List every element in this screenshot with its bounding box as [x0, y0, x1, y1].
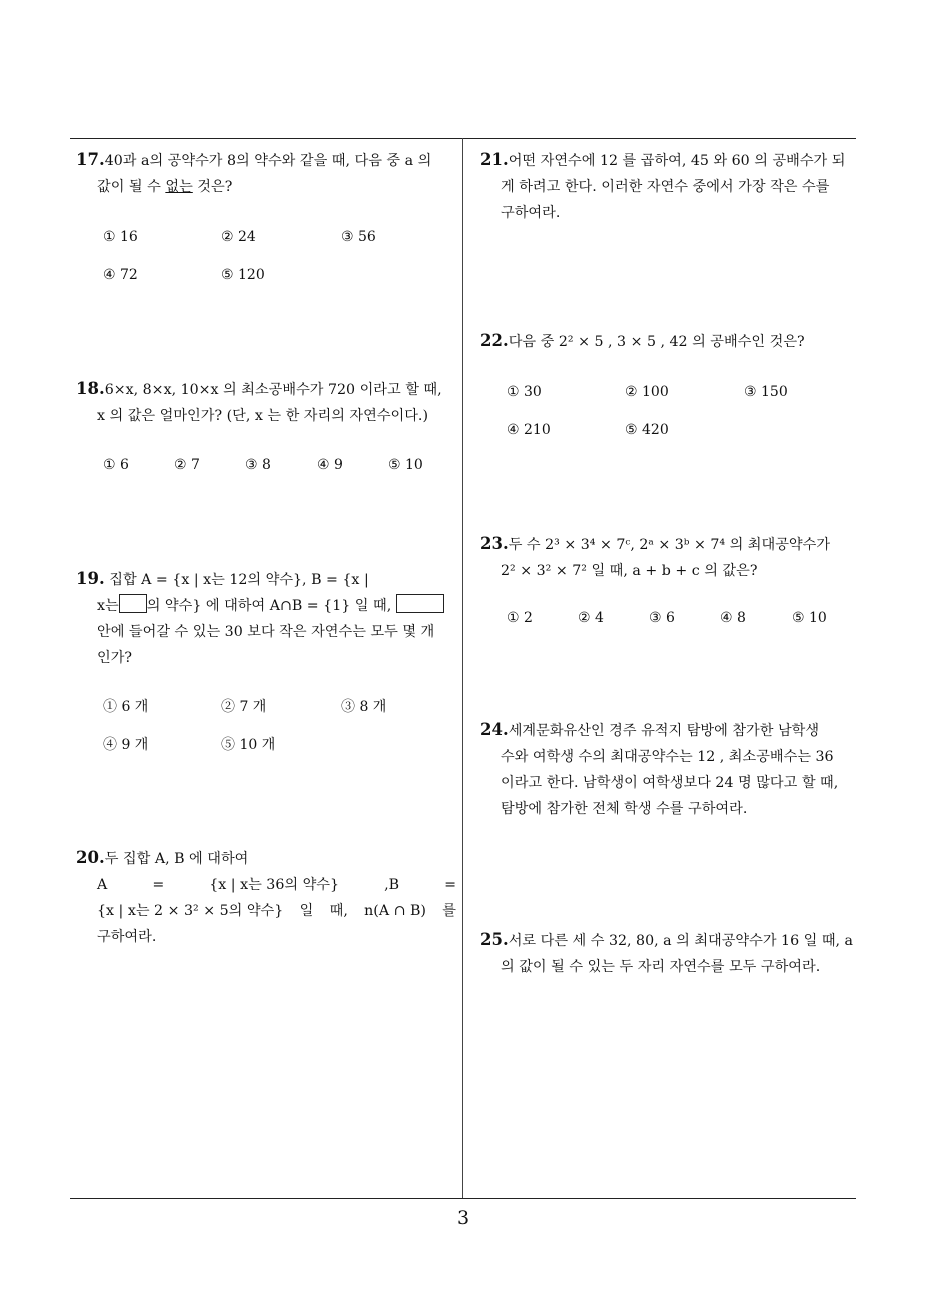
option-1[interactable]: ① 6 개 — [103, 699, 149, 715]
option-5[interactable]: ⑤ 10 — [792, 610, 827, 626]
question-text: 세계문화유산인 경주 유적지 탐방에 참가한 남학생 — [508, 723, 820, 739]
option-3[interactable]: ③ 8 개 — [341, 699, 387, 715]
question-number: 23. — [480, 534, 509, 553]
question-number: 21. — [480, 150, 509, 169]
question-17: 17.40과 a의 공약수가 8의 약수와 같을 때, 다음 중 a 의 값이 될 수 없는 것은? — [76, 150, 432, 195]
question-24: 24.세계문화유산인 경주 유적지 탐방에 참가한 남학생 수와 여학생 수의 최대공약수는 12 , 최소공배수는 36 이라고 한다. 남학생이 여학생보다 24 명 많다고 할 때, 탐방에 참가한 전체 학생 수를 구하여라. — [480, 720, 839, 817]
option-4[interactable]: ④ 210 — [507, 422, 551, 438]
option-1[interactable]: ① 16 — [103, 229, 138, 245]
option-4[interactable]: ④ 72 — [103, 267, 138, 283]
question-text: 두 수 2³ × 3⁴ × 7ᶜ, 2ᵃ × 3ᵇ × 7⁴ 의 최대공약수가 — [508, 537, 831, 553]
option-4[interactable]: ④ 8 — [720, 610, 746, 626]
question-number: 17. — [76, 150, 105, 169]
option-2[interactable]: ② 7 개 — [221, 699, 267, 715]
underlined-emphasis: 없는 — [165, 179, 193, 195]
option-3[interactable]: ③ 56 — [341, 229, 376, 245]
question-number: 20. — [76, 848, 105, 867]
option-4[interactable]: ④ 9 — [317, 457, 343, 473]
option-5[interactable]: ⑤ 10 — [388, 457, 423, 473]
question-text: 집합 A = {x | x는 12의 약수}, B = {x | — [109, 572, 369, 588]
question-text: 서로 다른 세 수 32, 80, a 의 최대공약수가 16 일 때, a — [508, 933, 854, 949]
column-divider — [462, 138, 463, 1198]
option-2[interactable]: ② 4 — [578, 610, 604, 626]
option-1[interactable]: ① 2 — [507, 610, 533, 626]
bottom-rule — [70, 1198, 856, 1199]
set-definition-a: A = {x | x는 36의 약수} ,B = — [97, 877, 456, 893]
question-21: 21.어떤 자연수에 12 를 곱하여, 45 와 60 의 공배수가 되 게 하려고 한다. 이러한 자연수 중에서 가장 작은 수를 구하여라. — [480, 150, 846, 221]
option-5[interactable]: ⑤ 10 개 — [221, 737, 276, 753]
question-number: 22. — [480, 331, 509, 350]
option-3[interactable]: ③ 8 — [245, 457, 271, 473]
question-text: 두 집합 A, B 에 대하여 — [104, 851, 249, 867]
option-2[interactable]: ② 100 — [625, 384, 669, 400]
option-2[interactable]: ② 7 — [174, 457, 200, 473]
blank-box — [119, 594, 147, 613]
question-20: 20.두 집합 A, B 에 대하여 A = {x | x는 36의 약수} ,B = {x | x는 2 × 3² × 5의 약수} 일 때, n(A ∩ B) 를 구하여라. — [76, 848, 456, 945]
option-3[interactable]: ③ 150 — [744, 384, 788, 400]
question-text: 어떤 자연수에 12 를 곱하여, 45 와 60 의 공배수가 되 — [508, 153, 846, 169]
question-number: 25. — [480, 930, 509, 949]
question-text: 40과 a의 공약수가 8의 약수와 같을 때, 다음 중 a 의 — [104, 153, 432, 169]
question-25: 25.서로 다른 세 수 32, 80, a 의 최대공약수가 16 일 때, a 의 값이 될 수 있는 두 자리 자연수를 모두 구하여라. — [480, 930, 854, 975]
question-number: 19. — [76, 569, 105, 588]
question-23: 23.두 수 2³ × 3⁴ × 7ᶜ, 2ᵃ × 3ᵇ × 7⁴ 의 최대공약수가 2² × 3² × 7² 일 때, a + b + c 의 값은? — [480, 534, 831, 579]
page-number: 3 — [456, 1207, 470, 1229]
question-18: 18.6×x, 8×x, 10×x 의 최소공배수가 720 이라고 할 때, x 의 값은 얼마인가? (단, x 는 한 자리의 자연수이다.) — [76, 379, 442, 424]
question-19: 19. 집합 A = {x | x는 12의 약수}, B = {x | x는 의 약수} 에 대하여 A∩B = {1} 일 때, 안에 들어갈 수 있는 30 보다 작은 자연수는 모두 몇 개 인가? — [76, 566, 456, 671]
option-1[interactable]: ① 6 — [103, 457, 129, 473]
option-4[interactable]: ④ 9 개 — [103, 737, 149, 753]
option-5[interactable]: ⑤ 420 — [625, 422, 669, 438]
option-3[interactable]: ③ 6 — [649, 610, 675, 626]
question-number: 24. — [480, 720, 509, 739]
blank-box — [396, 594, 444, 613]
question-text: 다음 중 2² × 5 , 3 × 5 , 42 의 공배수인 것은? — [508, 334, 805, 350]
top-rule — [70, 138, 856, 139]
option-5[interactable]: ⑤ 120 — [221, 267, 265, 283]
option-1[interactable]: ① 30 — [507, 384, 542, 400]
option-2[interactable]: ② 24 — [221, 229, 256, 245]
question-number: 18. — [76, 379, 105, 398]
question-22 — [480, 328, 860, 355]
question-text: 6×x, 8×x, 10×x 의 최소공배수가 720 이라고 할 때, — [104, 382, 442, 398]
set-definition-b: {x | x는 2 × 3² × 5의 약수} 일 때, n(A ∩ B) 를 — [97, 903, 456, 919]
